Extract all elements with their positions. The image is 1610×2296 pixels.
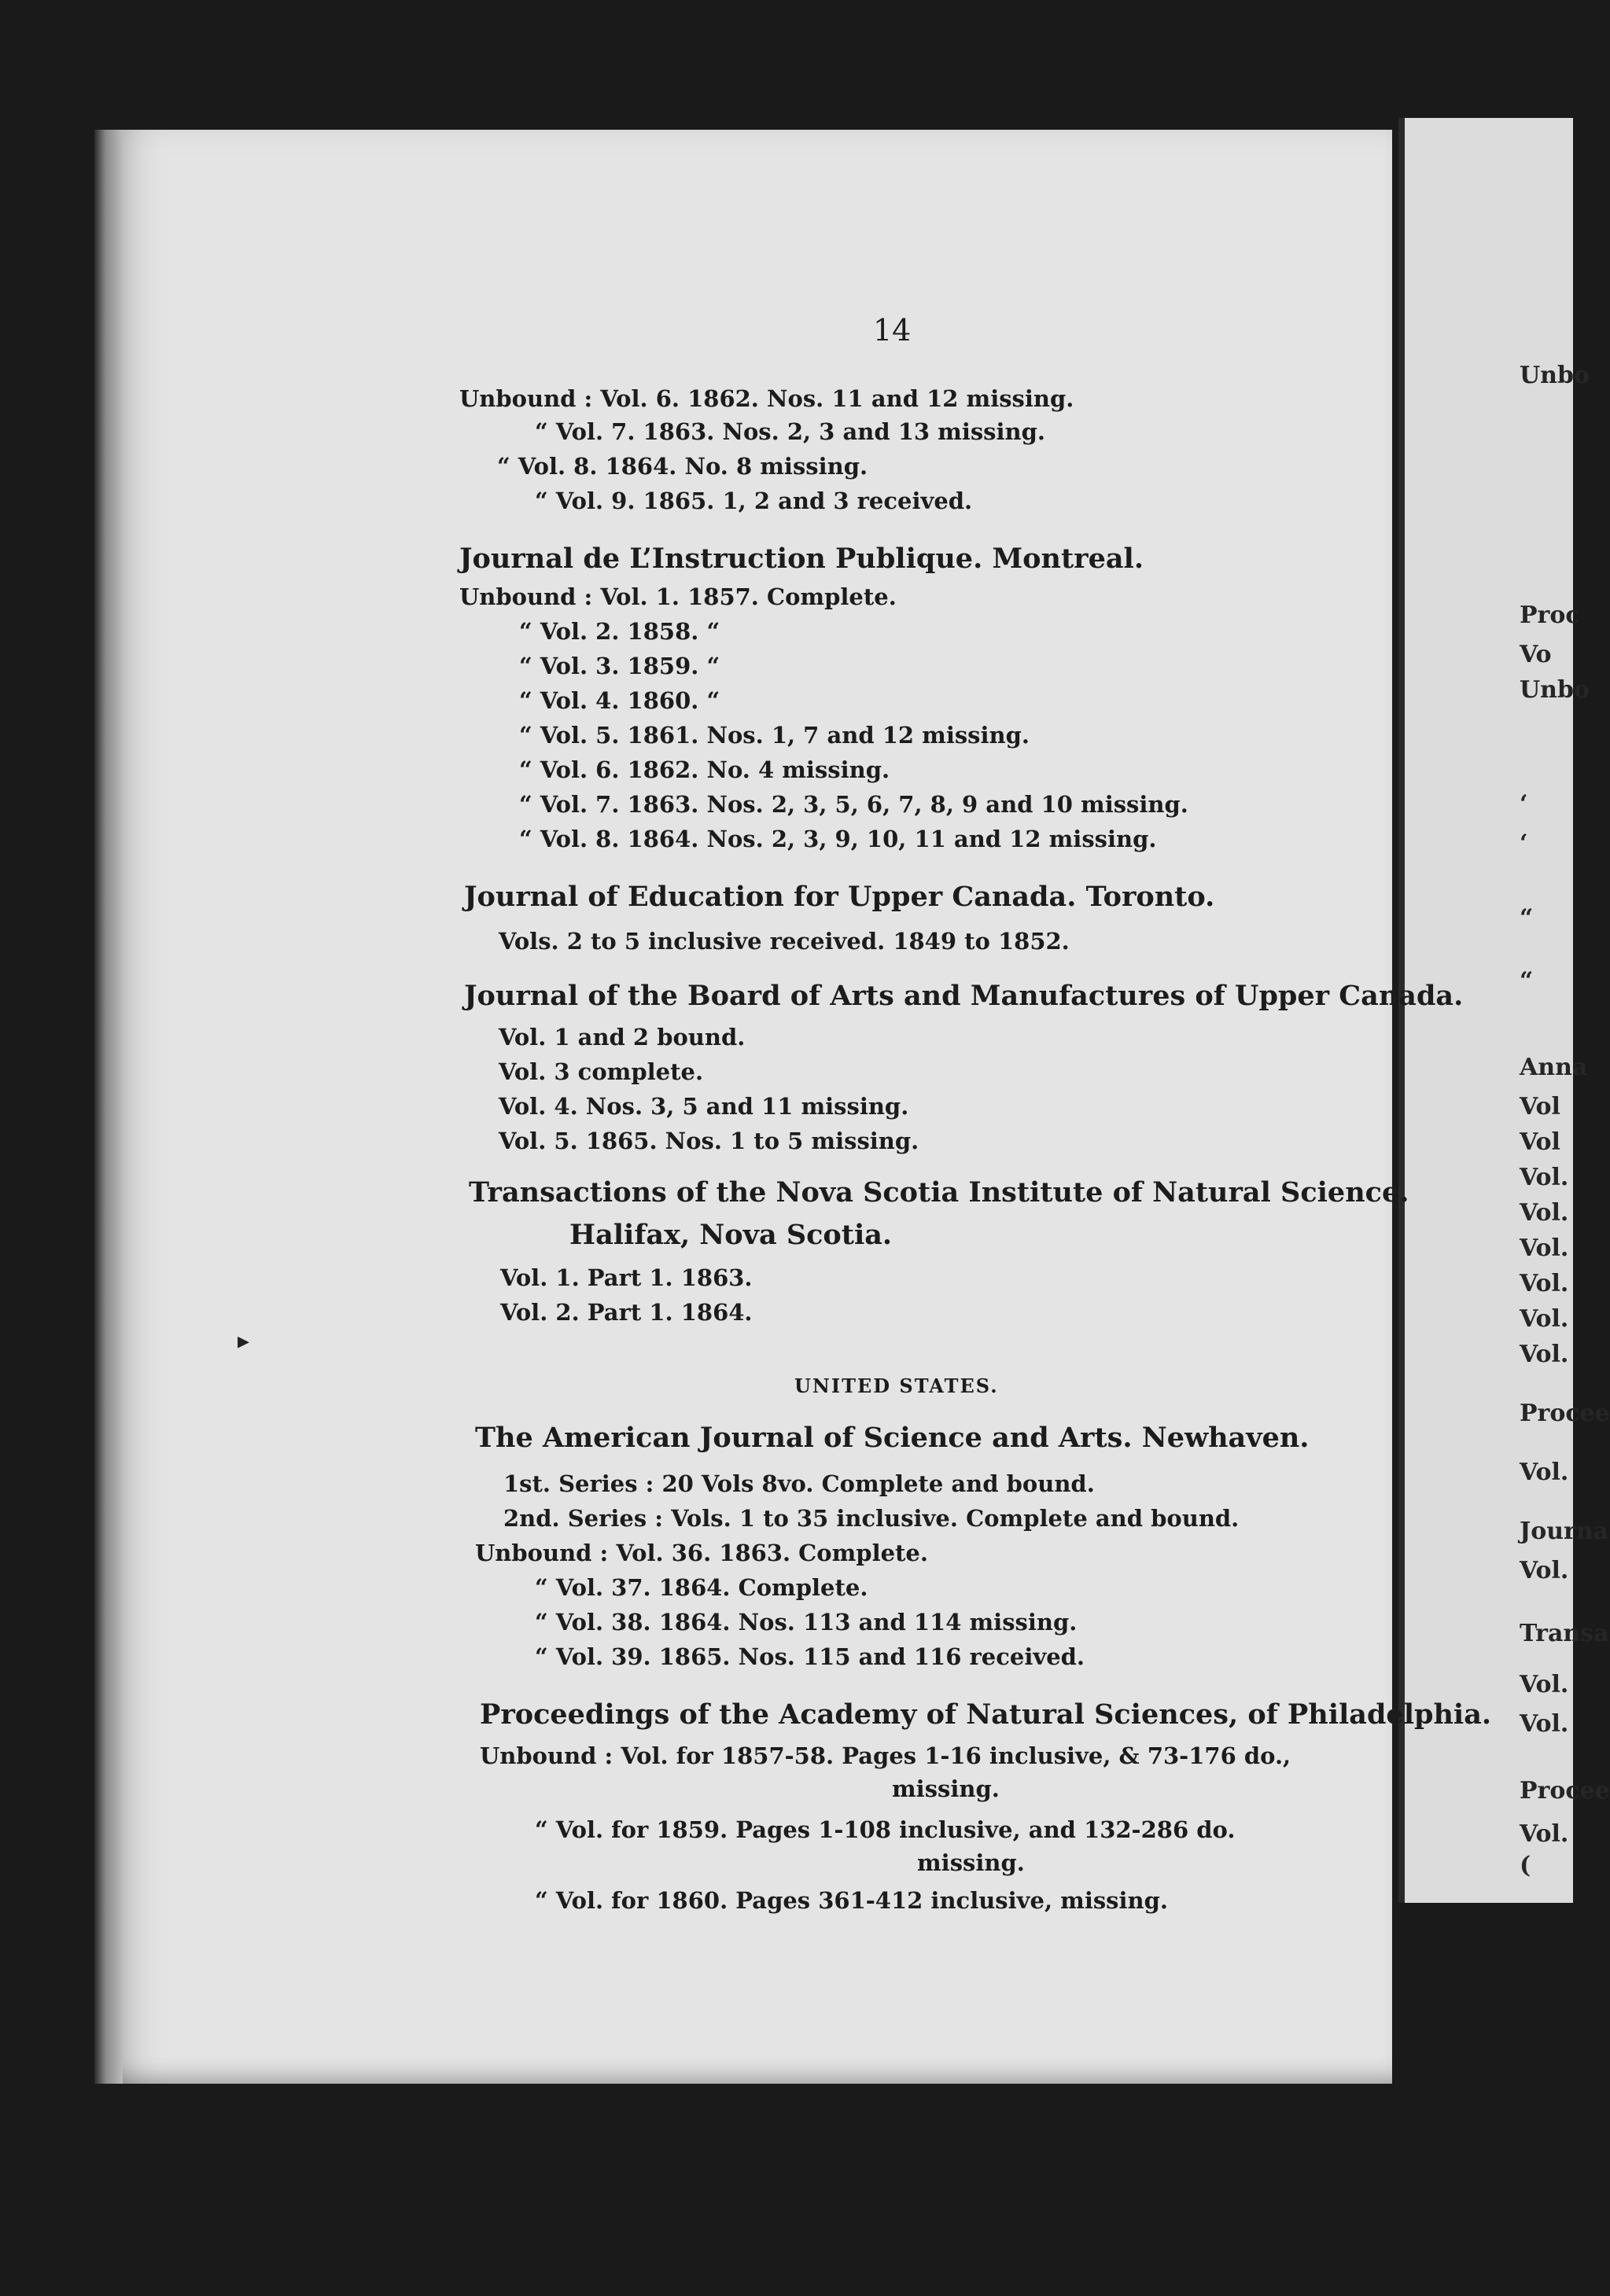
entry-line: missing. (917, 1849, 1025, 1876)
entry-line: Vols. 2 to 5 inclusive received. 1849 to 1852. (499, 928, 1070, 955)
facing-line: Journa (1520, 1518, 1609, 1545)
facing-line: Vol. (1520, 1671, 1569, 1698)
facing-line: Transa (1520, 1620, 1609, 1647)
facing-line: Vol. (1520, 1164, 1569, 1191)
entry-line: “ Vol. 6. 1862. No. 4 missing. (519, 756, 890, 783)
facing-line: Proc (1520, 602, 1580, 629)
facing-line: “ (1520, 967, 1534, 995)
facing-line: Anna (1520, 1054, 1588, 1081)
journal-heading: Proceedings of the Academy of Natural Sciences, of Philadelphia. (480, 1698, 1492, 1731)
entry-line: “ Vol. 8. 1864. Nos. 2, 3, 9, 10, 11 and 12 missing. (519, 826, 1157, 852)
entry-line: “ Vol. 3. 1859. “ (519, 653, 720, 679)
entry-line: Vol. 1. Part 1. 1863. (500, 1264, 753, 1291)
entry-line: Unbound : Vol. 1. 1857. Complete. (459, 583, 897, 610)
entry-line: Vol. 1 and 2 bound. (499, 1024, 746, 1050)
section-heading: UNITED STATES. (794, 1374, 999, 1397)
entry-line: “ Vol. 5. 1861. Nos. 1, 7 and 12 missing. (519, 722, 1030, 749)
entry-line: “ Vol. for 1859. Pages 1-108 inclusive, and 132-286 do. (535, 1816, 1236, 1843)
page-number: 14 (873, 313, 912, 348)
page-edge-shadow (94, 130, 123, 2084)
entry-line: “ Vol. 7. 1863. Nos. 2, 3, 5, 6, 7, 8, 9 and 10 missing. (519, 791, 1188, 818)
journal-heading: Journal of Education for Upper Canada. Toronto. (464, 881, 1215, 913)
journal-heading-place: Halifax, Nova Scotia. (569, 1219, 893, 1251)
facing-line: ‘ (1520, 790, 1528, 818)
facing-line: Vol. (1520, 1341, 1569, 1368)
entry-line: missing. (892, 1775, 1000, 1802)
entry-line: Vol. 4. Nos. 3, 5 and 11 missing. (499, 1093, 909, 1120)
facing-line: Vol. (1520, 1234, 1569, 1262)
entry-line: Vol. 5. 1865. Nos. 1 to 5 missing. (499, 1128, 919, 1154)
facing-line: Unbo (1520, 362, 1590, 389)
facing-line: Vol. (1520, 1820, 1569, 1848)
entry-line: 1st. Series : 20 Vols 8vo. Complete and bound. (503, 1470, 1095, 1497)
facing-line: ‘ (1520, 830, 1528, 857)
entry-line: “ Vol. 8. 1864. No. 8 missing. (497, 453, 868, 480)
facing-line: Vol. (1520, 1557, 1569, 1584)
facing-line: “ (1520, 904, 1534, 932)
entry-line: Unbound : Vol. 36. 1863. Complete. (475, 1540, 928, 1566)
facing-line: Procee (1520, 1777, 1610, 1805)
facing-line: Vol. (1520, 1270, 1569, 1297)
entry-line: Unbound : Vol. for 1857-58. Pages 1-16 inclusive, & 73-176 do., (480, 1742, 1291, 1769)
entry-line: “ Vol. 9. 1865. 1, 2 and 3 received. (535, 488, 973, 514)
journal-heading: The American Journal of Science and Arts. Newhaven. (475, 1422, 1310, 1454)
journal-heading: Journal of the Board of Arts and Manufactures of Upper Canada. (464, 980, 1464, 1012)
facing-line: Vol (1520, 1093, 1560, 1120)
journal-heading: Transactions of the Nova Scotia Institute of Natural Science. (469, 1176, 1409, 1209)
facing-line: ( (1520, 1852, 1531, 1879)
facing-line: Vol (1520, 1128, 1560, 1156)
entry-line: “ Vol. 37. 1864. Complete. (535, 1574, 868, 1601)
entry-line: “ Vol. 38. 1864. Nos. 113 and 114 missing. (535, 1609, 1078, 1636)
margin-mark: ▸ (238, 1327, 250, 1355)
entry-line: Vol. 3 complete. (499, 1058, 704, 1085)
facing-line: Vol. (1520, 1710, 1569, 1738)
entry-line: Vol. 2. Part 1. 1864. (500, 1299, 753, 1326)
entry-line: “ Vol. 39. 1865. Nos. 115 and 116 received. (535, 1643, 1085, 1670)
journal-heading: Journal de L’Instruction Publique. Montreal. (459, 543, 1144, 575)
facing-line: Unbo (1520, 676, 1590, 704)
facing-line: Vol. (1520, 1199, 1569, 1227)
entry-line: “ Vol. for 1860. Pages 361-412 inclusive, missing. (535, 1887, 1168, 1914)
facing-line: Vo (1520, 641, 1552, 668)
facing-line: Vol. (1520, 1305, 1569, 1333)
facing-line: Vol. (1520, 1459, 1569, 1486)
entry-line: 2nd. Series : Vols. 1 to 35 inclusive. Complete and bound. (503, 1505, 1240, 1532)
facing-line: Procee (1520, 1400, 1610, 1427)
entry-line: Unbound : Vol. 6. 1862. Nos. 11 and 12 missing. (459, 385, 1074, 412)
entry-line: “ Vol. 4. 1860. “ (519, 687, 720, 714)
entry-line: “ Vol. 7. 1863. Nos. 2, 3 and 13 missing. (535, 418, 1045, 445)
entry-line: “ Vol. 2. 1858. “ (519, 618, 720, 645)
